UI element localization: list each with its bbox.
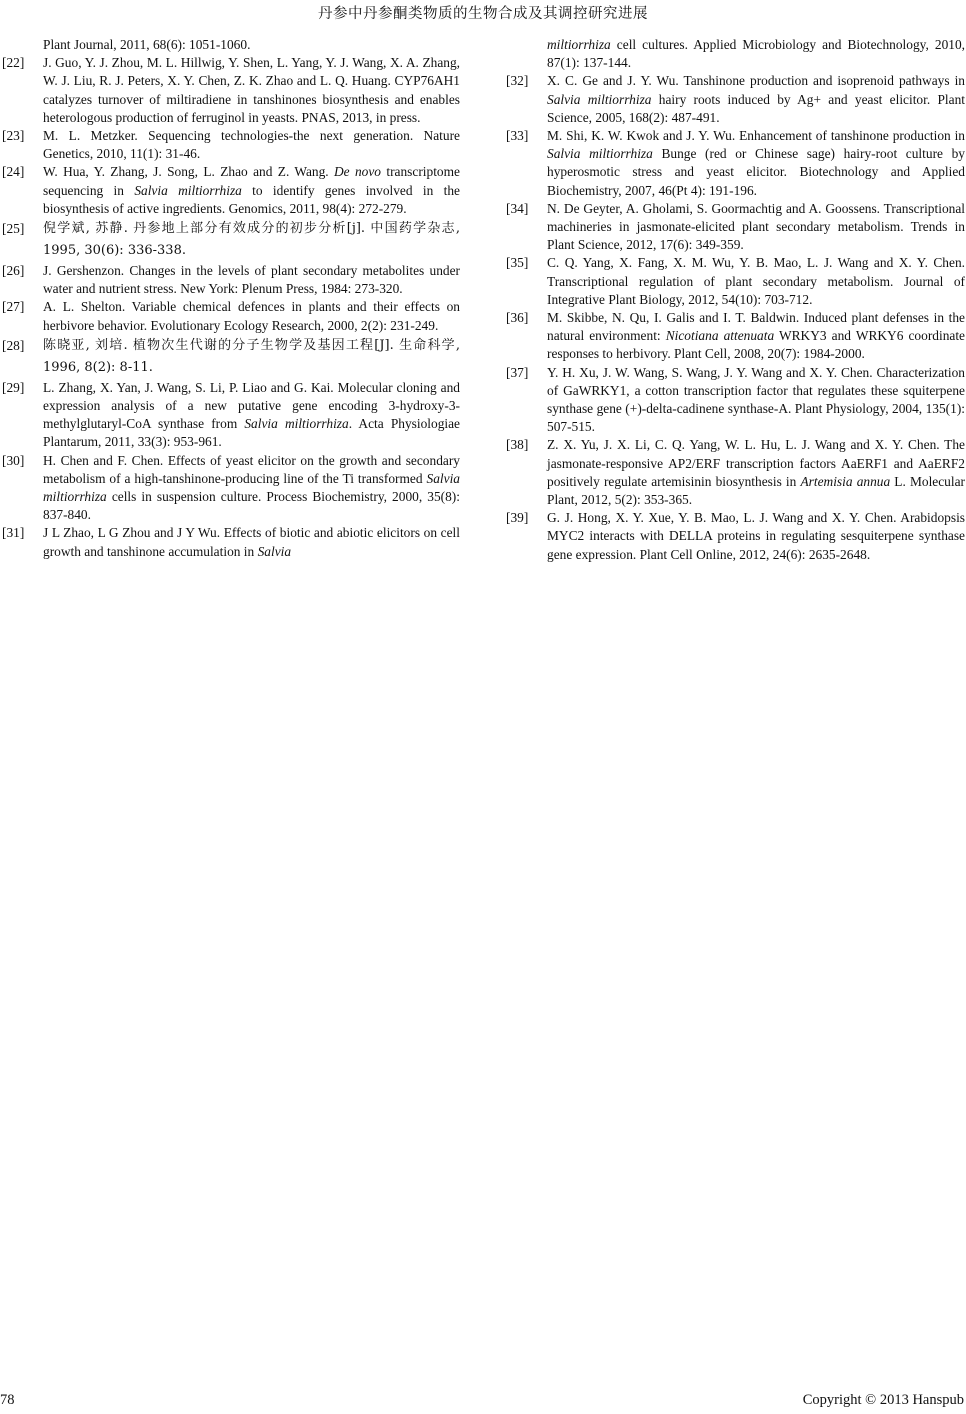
reference-fragment: L. Zhang, X. Yan, J. Wang, S. Li, P. Liao and G. Kai. Molecular cloning and expression analysis of a new putative gene encoding 3-hydroxy-3-methylglutaryl-CoA synthase from xyxy=(43,379,460,432)
reference-text xyxy=(43,524,460,560)
reference-number: [23] xyxy=(2,128,25,144)
reference-number: [34] xyxy=(506,200,529,216)
reference-fragment: to identify genes involved in the biosynthesis of active ingredients. Genomics, 2011, 98(4): 272-279. xyxy=(43,182,460,216)
reference-entry xyxy=(506,436,965,509)
reference-fragment: C. Q. Yang, X. Fang, X. M. Wu, Y. B. Mao, L. J. Wang and X. Y. Chen. Transcriptional regulation of plant secondary metabolism. Journal of Integrative Plant Biology, 2012, 54(10): 703-712. xyxy=(547,255,965,307)
reference-number: [26] xyxy=(2,263,25,279)
reference-number: [30] xyxy=(2,452,25,468)
italic-term: Salvia xyxy=(257,543,292,559)
reference-number: [31] xyxy=(2,525,25,541)
reference-fragment: J L Zhao, L G Zhou and J Y Wu. Effects of biotic and abiotic elicitors on cell growth and tanshinone accumulation in xyxy=(43,525,460,559)
reference-text xyxy=(547,127,965,200)
reference-text xyxy=(43,379,460,452)
reference-number: [33] xyxy=(506,128,529,144)
reference-text xyxy=(547,364,965,437)
reference-fragment: hairy roots induced by Ag+ and yeast elicitor. Plant Science, 2005, 168(2): 487-491. xyxy=(547,91,965,125)
italic-term: Salvia miltiorrhiza xyxy=(43,470,460,505)
reference-number: [28] xyxy=(2,337,25,353)
reference-text xyxy=(43,54,460,127)
reference-fragment: Z. X. Yu, J. X. Li, C. Q. Yang, W. L. Hu, L. J. Wang and X. Y. Chen. The jasmonate-responsive AP2/ERF transcription factors AaERF1 and AaERF2 positively regulate artemisinin biosynthesis in xyxy=(547,437,965,489)
reference-text xyxy=(547,309,965,364)
reference-number: [38] xyxy=(506,437,529,453)
reference-fragment: L. Molecular Plant, 2012, 5(2): 353-365. xyxy=(547,473,965,508)
reference-fragment: W. Hua, Y. Zhang, J. Song, L. Zhao and Z. Wang. xyxy=(43,164,334,180)
references-right-column xyxy=(506,36,965,564)
reference-entry xyxy=(2,54,460,127)
reference-text xyxy=(547,200,965,255)
reference-text xyxy=(547,72,965,127)
italic-term: Artemisia annua xyxy=(800,473,891,489)
reference-text xyxy=(43,36,460,54)
reference-fragment: Bunge (red or Chinese sage) hairy-root culture by hyperosmotic stress and yeast elicitor. Biotechnology and Applied Biochemistry, 2007, 46(Pt 4): 191-196. xyxy=(547,146,965,198)
reference-fragment: J. Gershenzon. Changes in the levels of plant secondary metabolites under water and nutrient stress. New York: Plenum Press, 1984: 273-320. xyxy=(43,263,460,297)
reference-fragment: transcriptome sequencing in xyxy=(43,164,460,198)
reference-fragment: M. L. Metzker. Sequencing technologies-the next generation. Nature Genetics, 2010, 11(1): 31-46. xyxy=(43,128,460,162)
reference-fragment: A. L. Shelton. Variable chemical defences in plants and their effects on herbivore behavior. Evolutionary Ecology Research, 2000, 2(2): 231-249. xyxy=(43,299,460,333)
reference-entry xyxy=(506,36,965,72)
reference-entry xyxy=(506,309,965,364)
reference-entry xyxy=(2,379,460,452)
reference-text xyxy=(547,254,965,309)
reference-entry xyxy=(2,163,460,218)
copyright-notice: Copyright © 2013 Hanspub xyxy=(802,1392,964,1408)
reference-number: [22] xyxy=(2,55,25,71)
reference-fragment: cell cultures. Applied Microbiology and Biotechnology, 2010, 87(1): 137-144. xyxy=(547,37,965,71)
reference-text xyxy=(547,36,965,72)
reference-text xyxy=(43,127,460,163)
reference-fragment: J. Guo, Y. J. Zhou, M. L. Hillwig, Y. Shen, L. Yang, Y. J. Wang, X. A. Zhang, W. J. Liu, R. J. Peters, X. Y. Chen, Z. K. Zhao and L. Q. Huang. CYP76AH1 catalyzes turnover of miltiradiene in tanshinones biosynthesis and enables heterologous production of ferruginol in yeasts. PNAS, 2013, in press. xyxy=(43,55,460,125)
reference-text xyxy=(43,452,460,525)
italic-term: Salvia miltiorrhiza xyxy=(547,146,653,162)
italic-term: miltiorrhiza xyxy=(547,37,611,52)
reference-entry xyxy=(2,218,460,262)
reference-fragment: Y. H. Xu, J. W. Wang, S. Wang, J. Y. Wang and X. Y. Chen. Characterization of GaWRKY1, a cotton transcription factor that regulates these squiterpene synthase gene (+)-delta-cadinene synthase-A. Plant Physiology, 2004, 135(1): 507-515. xyxy=(547,364,965,435)
reference-fragment: Plant Journal, 2011, 68(6): 1051-1060. xyxy=(43,37,251,52)
italic-term: De novo xyxy=(334,164,381,180)
reference-fragment: G. J. Hong, X. Y. Xue, Y. B. Mao, L. J. Wang and X. Y. Chen. Arabidopsis MYC2 interacts with DELLA proteins in regulating sesquiterpene synthase gene expression. Plant Cell Online, 2012, 24(6): 2635-2648. xyxy=(547,510,965,562)
reference-entry xyxy=(506,72,965,127)
reference-text xyxy=(43,262,460,298)
italic-term: Salvia miltiorrhiza xyxy=(134,182,242,198)
reference-number: [36] xyxy=(506,310,529,326)
reference-fragment: cells in suspension culture. Process Biochemistry, 2000, 35(8): 837-840. xyxy=(43,489,460,523)
reference-entry xyxy=(2,335,460,379)
reference-fragment: WRKY3 and WRKY6 coordinate responses to herbivory. Plant Cell, 2008, 20(7): 1984-2000. xyxy=(547,328,965,362)
reference-fragment: 陈晓亚, 刘培. 植物次生代谢的分子生物学及基因工程[J]. 生命科学, 1996, 8(2): 8-11. xyxy=(43,337,460,375)
reference-fragment: H. Chen and F. Chen. Effects of yeast elicitor on the growth and secondary metabolism of a high-tanshinone-producing line of the Ti transformed xyxy=(43,452,460,486)
reference-text xyxy=(43,335,460,379)
reference-number: [39] xyxy=(506,510,529,526)
reference-number: [27] xyxy=(2,299,25,315)
reference-text xyxy=(43,163,460,218)
reference-entry xyxy=(2,36,460,54)
reference-text xyxy=(547,509,965,564)
reference-number: [37] xyxy=(506,364,529,380)
reference-entry xyxy=(2,298,460,334)
reference-fragment: M. Skibbe, N. Qu, I. Galis and I. T. Baldwin. Induced plant defenses in the natural environment: xyxy=(547,310,965,344)
italic-term: Salvia miltiorrhiza xyxy=(244,416,349,432)
references-left-column xyxy=(2,36,460,561)
reference-entry xyxy=(2,524,460,560)
reference-number: [32] xyxy=(506,73,529,89)
reference-entry xyxy=(506,254,965,309)
reference-number: [29] xyxy=(2,379,25,395)
reference-text xyxy=(547,436,965,509)
reference-fragment: . Acta Physiologiae Plantarum, 2011, 33(3): 953-961. xyxy=(43,416,461,450)
reference-number: [35] xyxy=(506,255,529,271)
reference-fragment: N. De Geyter, A. Gholami, S. Goormachtig and A. Goossens. Transcriptional machineries in jasmonate-elicited plant secondary metabolism. Trends in Plant Science, 2012, 17(6): 349-359. xyxy=(547,200,965,253)
reference-entry xyxy=(506,127,965,200)
reference-number: [24] xyxy=(2,164,25,180)
reference-text xyxy=(43,218,460,262)
reference-fragment: X. C. Ge and J. Y. Wu. Tanshinone production and isoprenoid pathways in xyxy=(547,73,965,89)
reference-entry xyxy=(2,452,460,525)
running-header: 丹参中丹参酮类物质的生物合成及其调控研究进展 xyxy=(318,6,648,22)
reference-entry xyxy=(506,200,965,255)
italic-term: Salvia miltiorrhiza xyxy=(547,91,652,107)
reference-entry xyxy=(2,262,460,298)
reference-entry xyxy=(506,509,965,564)
reference-text xyxy=(43,298,460,334)
reference-fragment: 倪学斌, 苏静. 丹参地上部分有效成分的初步分析[j]. 中国药学杂志, 1995, 30(6): 336-338. xyxy=(43,221,460,259)
reference-entry xyxy=(2,127,460,163)
reference-fragment: M. Shi, K. W. Kwok and J. Y. Wu. Enhancement of tanshinone production in xyxy=(547,128,965,144)
reference-entry xyxy=(506,364,965,437)
page-number: 78 xyxy=(0,1392,15,1408)
reference-number: [25] xyxy=(2,221,25,237)
italic-term: Nicotiana attenuata xyxy=(665,328,775,344)
